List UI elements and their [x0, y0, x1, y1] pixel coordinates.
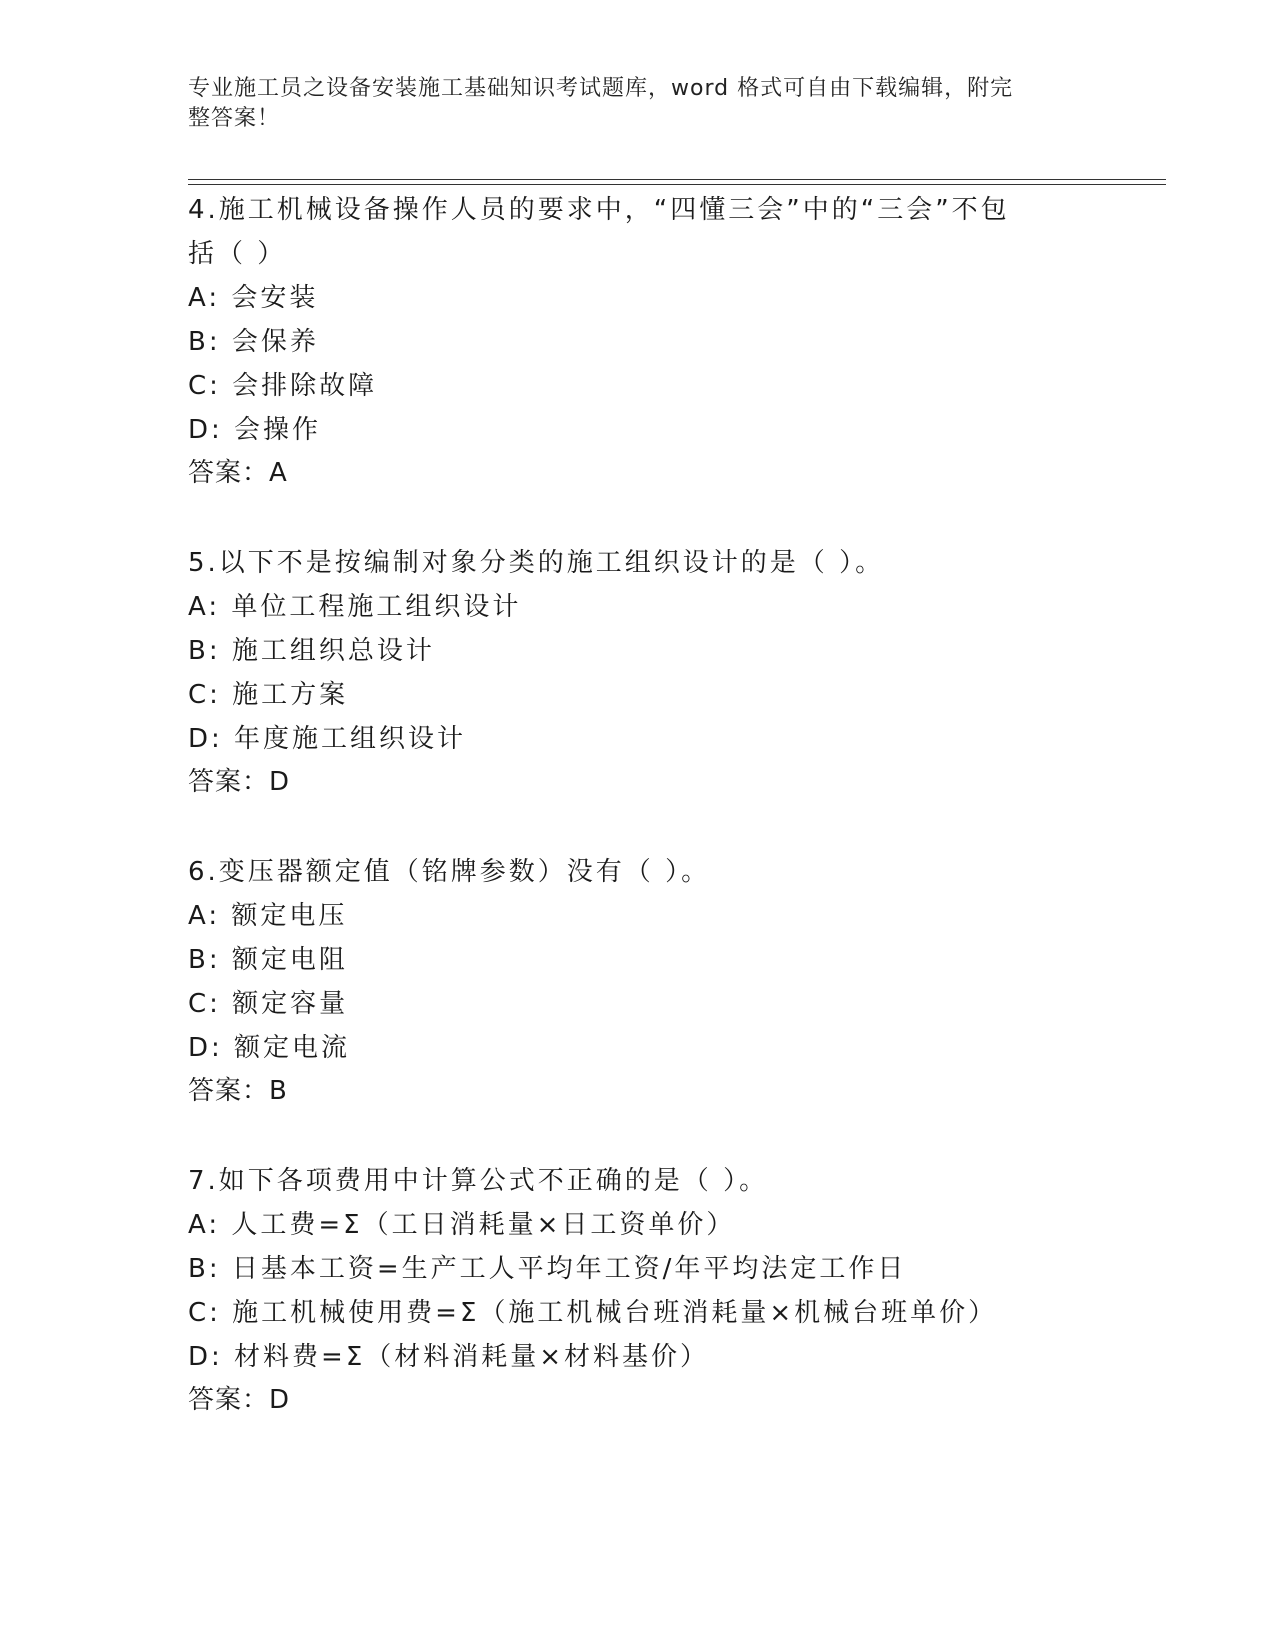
header-divider-top — [188, 179, 1166, 180]
question-5-stem: 5.以下不是按编制对象分类的施工组织设计的是（ ）。 — [188, 548, 885, 578]
header-divider-bottom — [188, 184, 1166, 185]
question-6-option-d: D: 额定电流 — [188, 1033, 351, 1063]
question-4-answer: 答案：A — [188, 458, 288, 488]
document-header: 专业施工员之设备安装施工基础知识考试题库，word 格式可自由下载编辑，附完 整答案！ — [188, 76, 1014, 131]
question-5-option-d: D: 年度施工组织设计 — [188, 724, 467, 754]
question-6-option-a: A: 额定电压 — [188, 901, 348, 931]
question-4-option-a: A: 会安装 — [188, 283, 319, 313]
question-7-option-d: D: 材料费=Σ（材料消耗量×材料基价） — [188, 1342, 710, 1372]
question-6-option-b: B: 额定电阻 — [188, 945, 348, 975]
question-7-answer: 答案：D — [188, 1385, 291, 1415]
question-7-stem: 7.如下各项费用中计算公式不正确的是（ ）。 — [188, 1166, 769, 1196]
question-4-stem-line2: 括（ ） — [188, 239, 287, 269]
question-4-option-d: D: 会操作 — [188, 415, 322, 445]
question-4-option-b: B: 会保养 — [188, 327, 319, 357]
question-7-option-c: C: 施工机械使用费=Σ（施工机械台班消耗量×机械台班单价） — [188, 1298, 998, 1328]
question-5-option-c: C: 施工方案 — [188, 680, 349, 710]
question-6-answer: 答案：B — [188, 1076, 288, 1106]
question-7-option-a: A: 人工费=Σ（工日消耗量×日工资单价） — [188, 1210, 736, 1240]
question-5-answer: 答案：D — [188, 767, 291, 797]
question-4-stem-line1: 4.施工机械设备操作人员的要求中，“四懂三会”中的“三会”不包 — [188, 195, 1010, 225]
question-6-option-c: C: 额定容量 — [188, 989, 349, 1019]
question-6-stem: 6.变压器额定值（铭牌参数）没有（ ）。 — [188, 857, 711, 887]
question-7-option-b: B: 日基本工资=生产工人平均年工资/年平均法定工作日 — [188, 1254, 907, 1284]
question-4-option-c: C: 会排除故障 — [188, 371, 378, 401]
question-5-option-a: A: 单位工程施工组织设计 — [188, 592, 522, 622]
question-5-option-b: B: 施工组织总设计 — [188, 636, 435, 666]
